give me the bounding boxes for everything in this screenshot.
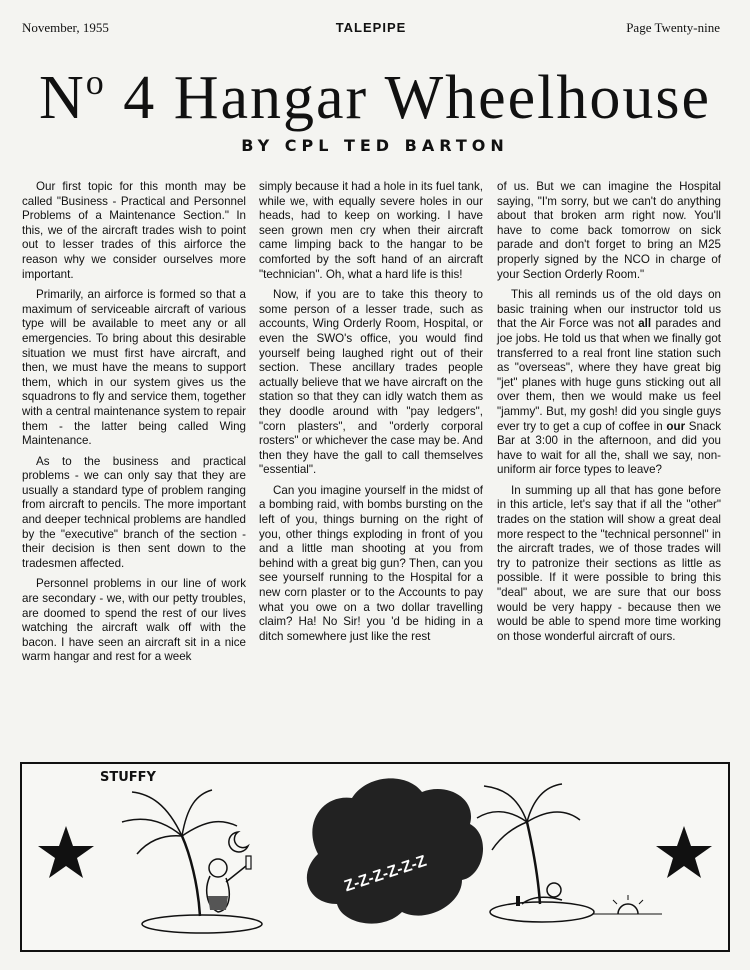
character-arm [226, 866, 246, 882]
article-body [22, 180, 724, 740]
article-title [0, 46, 750, 134]
moon-icon [229, 832, 248, 852]
paragraph: Our first topic for this month may be called "Business - Practical and Personnel Problems of a Maintenance Section." In this, we of the aircraft trades wish to point out to lesser trades of this airforce the reason why we consider ourselves more important. [22, 180, 246, 281]
text-run: Snack Bar at 3:00 in the afternoon, and did you have to wait for all the, shall we say, non-uniform air force types to leave? [497, 419, 721, 477]
cartoon-label: STUFFY [100, 770, 156, 785]
column-3 [497, 180, 721, 650]
column-1 [22, 180, 246, 671]
palm-trunk [182, 836, 200, 916]
text-run: parades and joe jobs. He told us that when we finally got transferred to a real front line station such as "overseas", where they have great big "jet" planes with huge guns sticking out all over them, then we would make us feel "jammy". But, my gosh! did you single guys ever try to get a cup of coffee in [497, 317, 721, 433]
star-icon [656, 826, 712, 878]
palm-trunk [527, 822, 540, 904]
magazine-name: TALEPIPE [335, 20, 407, 35]
byline: BY CPL TED BARTON [241, 136, 509, 155]
snore-text: Z-Z-Z-Z-Z-Z [342, 852, 429, 896]
sun-rays [613, 895, 643, 904]
paragraph: As to the business and practical problems - we can only say that they are usually a standard type of problem ranging from aircraft to pencils. The more important and deeper technical problems are handled by the "executive" branch of the section - their decision is then sent down to the tradesmen affected. [22, 454, 246, 570]
bold-word: all [638, 317, 652, 331]
paragraph: simply because it had a hole in its fuel tank, while we, with equally severe holes in our heads, had to keep on working. I have seen grown men cry when their aircraft came limping back to the hangar to be comforted by the soft hand of an aircraft "technician". Oh, what a hard life is this! [259, 180, 483, 281]
character-head [547, 883, 561, 897]
character-shorts [208, 896, 228, 910]
paragraph: In summing up all that has gone before in this article, let's say that if all the "other" trades on the station will show a great deal more respect to the "technical personnel" in the aircraft trades, we of those trades will try to patronize their sections as little as possible. If it were possible to bring this "deal" about, we are sure that our boss would be very happy - because then we would be able to spend more time working on those wonderful aircraft of ours. [497, 483, 721, 643]
character-head [209, 859, 227, 877]
issue-date: November, 1955 [22, 20, 109, 35]
island-shape [142, 915, 262, 933]
bold-word: our [666, 419, 686, 433]
bottle-icon [246, 856, 251, 869]
paragraph: Primarily, an airforce is formed so that a maximum of serviceable aircraft of various type will be available to meet any or all emergencies. To bring about this desirable situation we must first have aircraft, and then, we must have the means to support them, which in our system gives us the squadrons to fly and service them, together with a central maintenance system to repair them - the latter being called Wing Maintenance. [22, 288, 246, 448]
title-sup: o [85, 62, 106, 102]
paragraph: of us. But we can imagine the Hospital saying, "I'm sorry, but we can't do anything about that broken arm right now. You'll have to come back tomorrow on sick parade and don't forget to bring an M25 properly signed by the NCO in charge of your Section Orderly Room." [497, 180, 721, 281]
island-shape [490, 902, 594, 922]
paragraph: Personnel problems in our line of work are secondary - we, with our petty troubles, are doomed to spend the rest of our lives watching the aircraft walk off with the bacon. I have seen an aircraft sit in a nice warm hangar and rest for a week [22, 577, 246, 664]
bottle-icon [516, 896, 520, 906]
snore-cloud [307, 778, 483, 923]
paragraph [497, 288, 721, 478]
cartoon-illustration [22, 764, 728, 950]
sun-icon [618, 904, 638, 914]
text-run: This all reminds us of the old days on basic training when our instructor told us that the Air Force was not [497, 288, 721, 331]
palm-leaves [477, 784, 580, 850]
page-header [22, 20, 720, 38]
column-2 [259, 180, 483, 650]
cartoon-strip [20, 762, 730, 952]
paragraph: Now, if you are to take this theory to some person of a lesser trade, such as accounts, Wing Orderly Room, Hospital, or even the SWO's office, you would find yourself being laughed right out of their section. These ancillary trades people actually believe that we have aircraft on the station so that they can idly watch them as they doodle around with "pay ledgers", "corn plasters", and "orderly corporal rosters" or whichever the case may be. And then they have the gall to call themselves "essential". [259, 288, 483, 477]
title-no: N [38, 64, 86, 132]
title-rest: 4 Hangar Wheelhouse [123, 64, 712, 132]
paragraph: Can you imagine yourself in the midst of a bombing raid, with bombs bursting on the left of you, things burning on the right of you, other things exploding in front of you and a little man shooting at you from behind with a great big gun? Then, can you see yourself running to the Hospital for a new corn plaster or to the Accounts to pay what you owe on a two dollar travelling claim? Ha! No Sir! you 'd be hiding in a ditch somewhere just like the rest [259, 483, 483, 643]
palm-leaves [122, 790, 237, 854]
star-icon [38, 826, 94, 878]
page-number: Page Twenty-nine [626, 20, 720, 35]
